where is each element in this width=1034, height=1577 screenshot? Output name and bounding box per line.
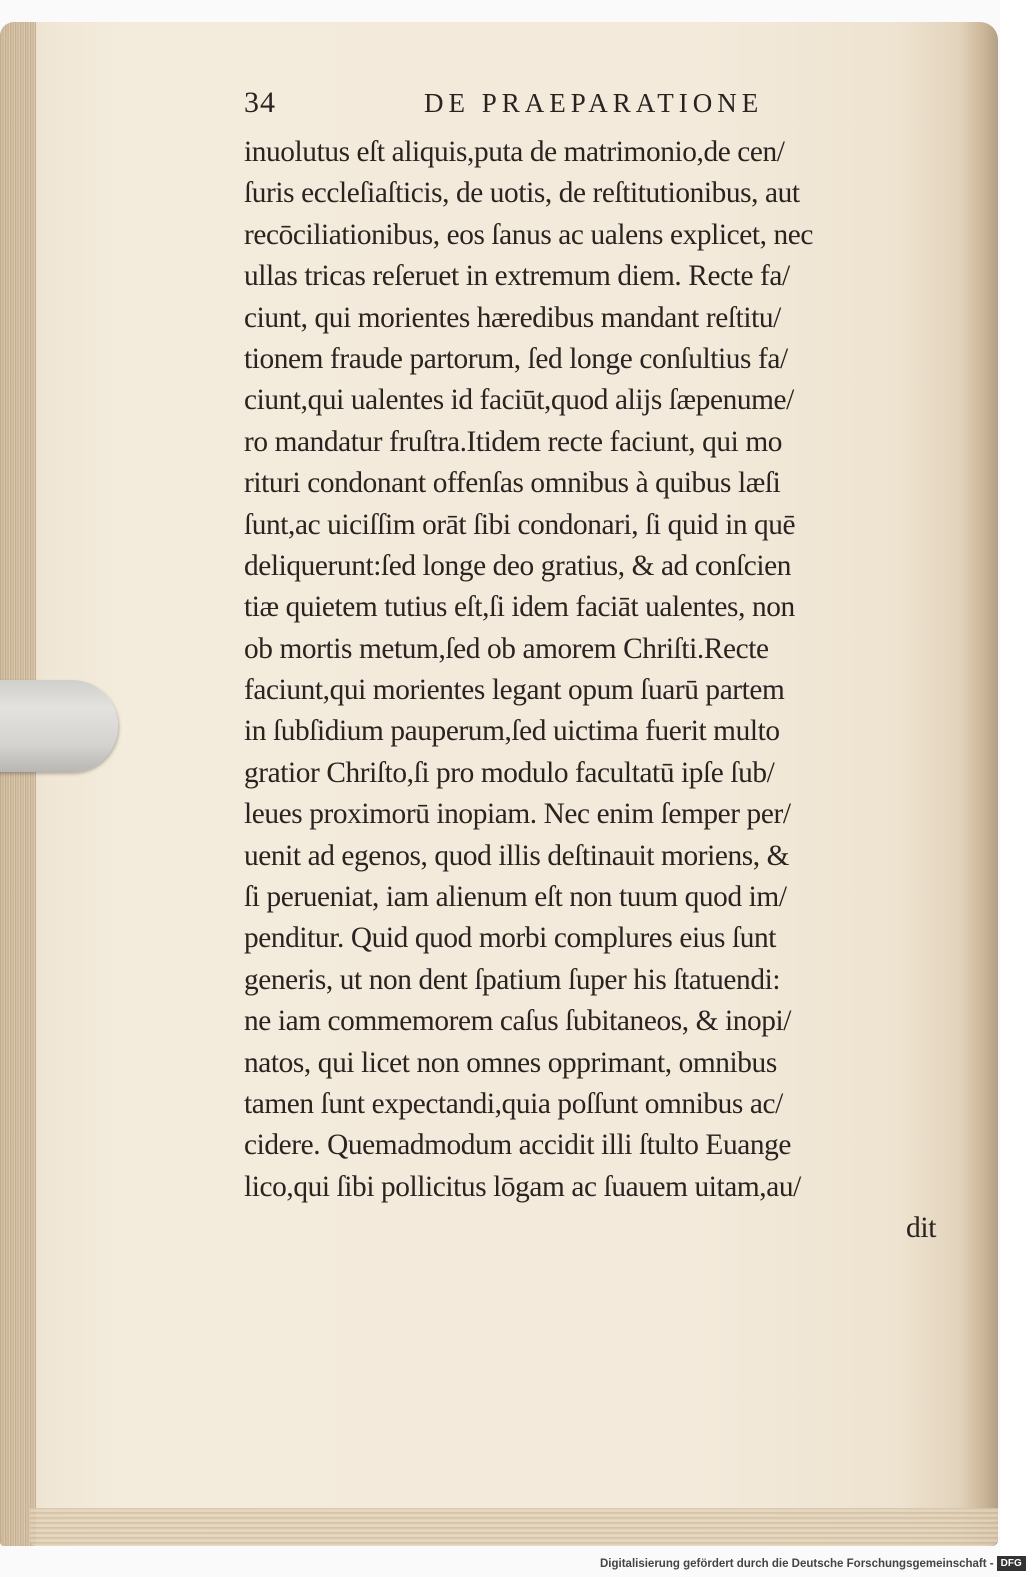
text-line: ro mandatur fruſtra.Itidem recte faciunt, qui mo [244,425,783,458]
text-line: ne iam commemorem caſus ſubitaneos, & inopi/ [244,1005,792,1038]
text-line: ob mortis metum,ſed ob amorem Chriſti.Recte [244,632,769,665]
page-edges-left [0,22,36,1546]
running-head [244,80,944,132]
text-line: ciunt,qui ualentes id faciūt,quod alijs ſæpenume/ [244,384,794,417]
text-line: in ſubſidium pauperum,ſed uictima fuerit multo [244,715,780,748]
text-line: lico,qui ſibi pollicitus lōgam ac ſuauem uitam,au/ [244,1170,801,1203]
page-number: 34 [244,86,276,119]
page-clip [0,680,118,772]
text-line: tionem fraude partorum, ſed longe conſultius fa/ [244,342,788,375]
text-line: generis, ut non dent ſpatium ſuper his ſtatuendi: [244,963,781,996]
text-line: ciunt, qui morientes hæredibus mandant reſtitu/ [244,301,781,334]
catchword: dit [906,1212,936,1245]
text-line: gratior Chriſto,ſi pro modulo facultatū ipſe ſub/ [244,756,775,789]
text-line: rituri condonant offenſas omnibus à quibus læſi [244,467,781,500]
text-line: ſuris eccleſiaſticis, de uotis, de reſtitutionibus, aut [244,177,800,210]
text-line: penditur. Quid quod morbi complures eius ſunt [244,922,777,955]
text-line: tiæ quietem tutius eſt,ſi idem faciāt ualentes, non [244,591,795,624]
running-title: DE PRAEPARATIONE [424,88,764,118]
dfg-logo-icon: DFG [997,1556,1026,1571]
text-line: ullas tricas reſeruet in extremum diem. Recte fa/ [244,260,790,293]
text-line: natos, qui licet non omnes opprimant, omnibus [244,1046,777,1079]
text-line: ſunt,ac uiciſſim orāt ſibi condonari, ſi quid in quē [244,508,796,541]
text-line: ſi perueniat, iam alienum eſt non tuum quod im/ [244,881,787,914]
body-text [244,132,944,1250]
text-line: deliquerunt:ſed longe deo gratius, & ad conſcien [244,549,792,582]
text-line: tamen ſunt expectandi,quia poſſunt omnibus ac/ [244,1087,783,1120]
text-line: leues proximorū inopiam. Nec enim ſemper per/ [244,798,791,831]
text-line: cidere. Quemadmodum accidit illi ſtulto Euange [244,1129,791,1162]
digitization-footer [600,1551,1022,1577]
footer-credit: Digitalisierung gefördert durch die Deutsche Forschungsgemeinschaft - [600,1558,994,1570]
text-line: faciunt,qui morientes legant opum ſuarū partem [244,674,785,707]
page-edges-bottom [30,1508,998,1546]
text-line: recōciliationibus, eos ſanus ac ualens explicet, nec [244,218,814,251]
page-text-block [244,80,944,1250]
text-line: uenit ad egenos, quod illis deſtinauit moriens, & [244,839,790,872]
text-line: inuolutus eſt aliquis,puta de matrimonio,de cen/ [244,136,785,168]
